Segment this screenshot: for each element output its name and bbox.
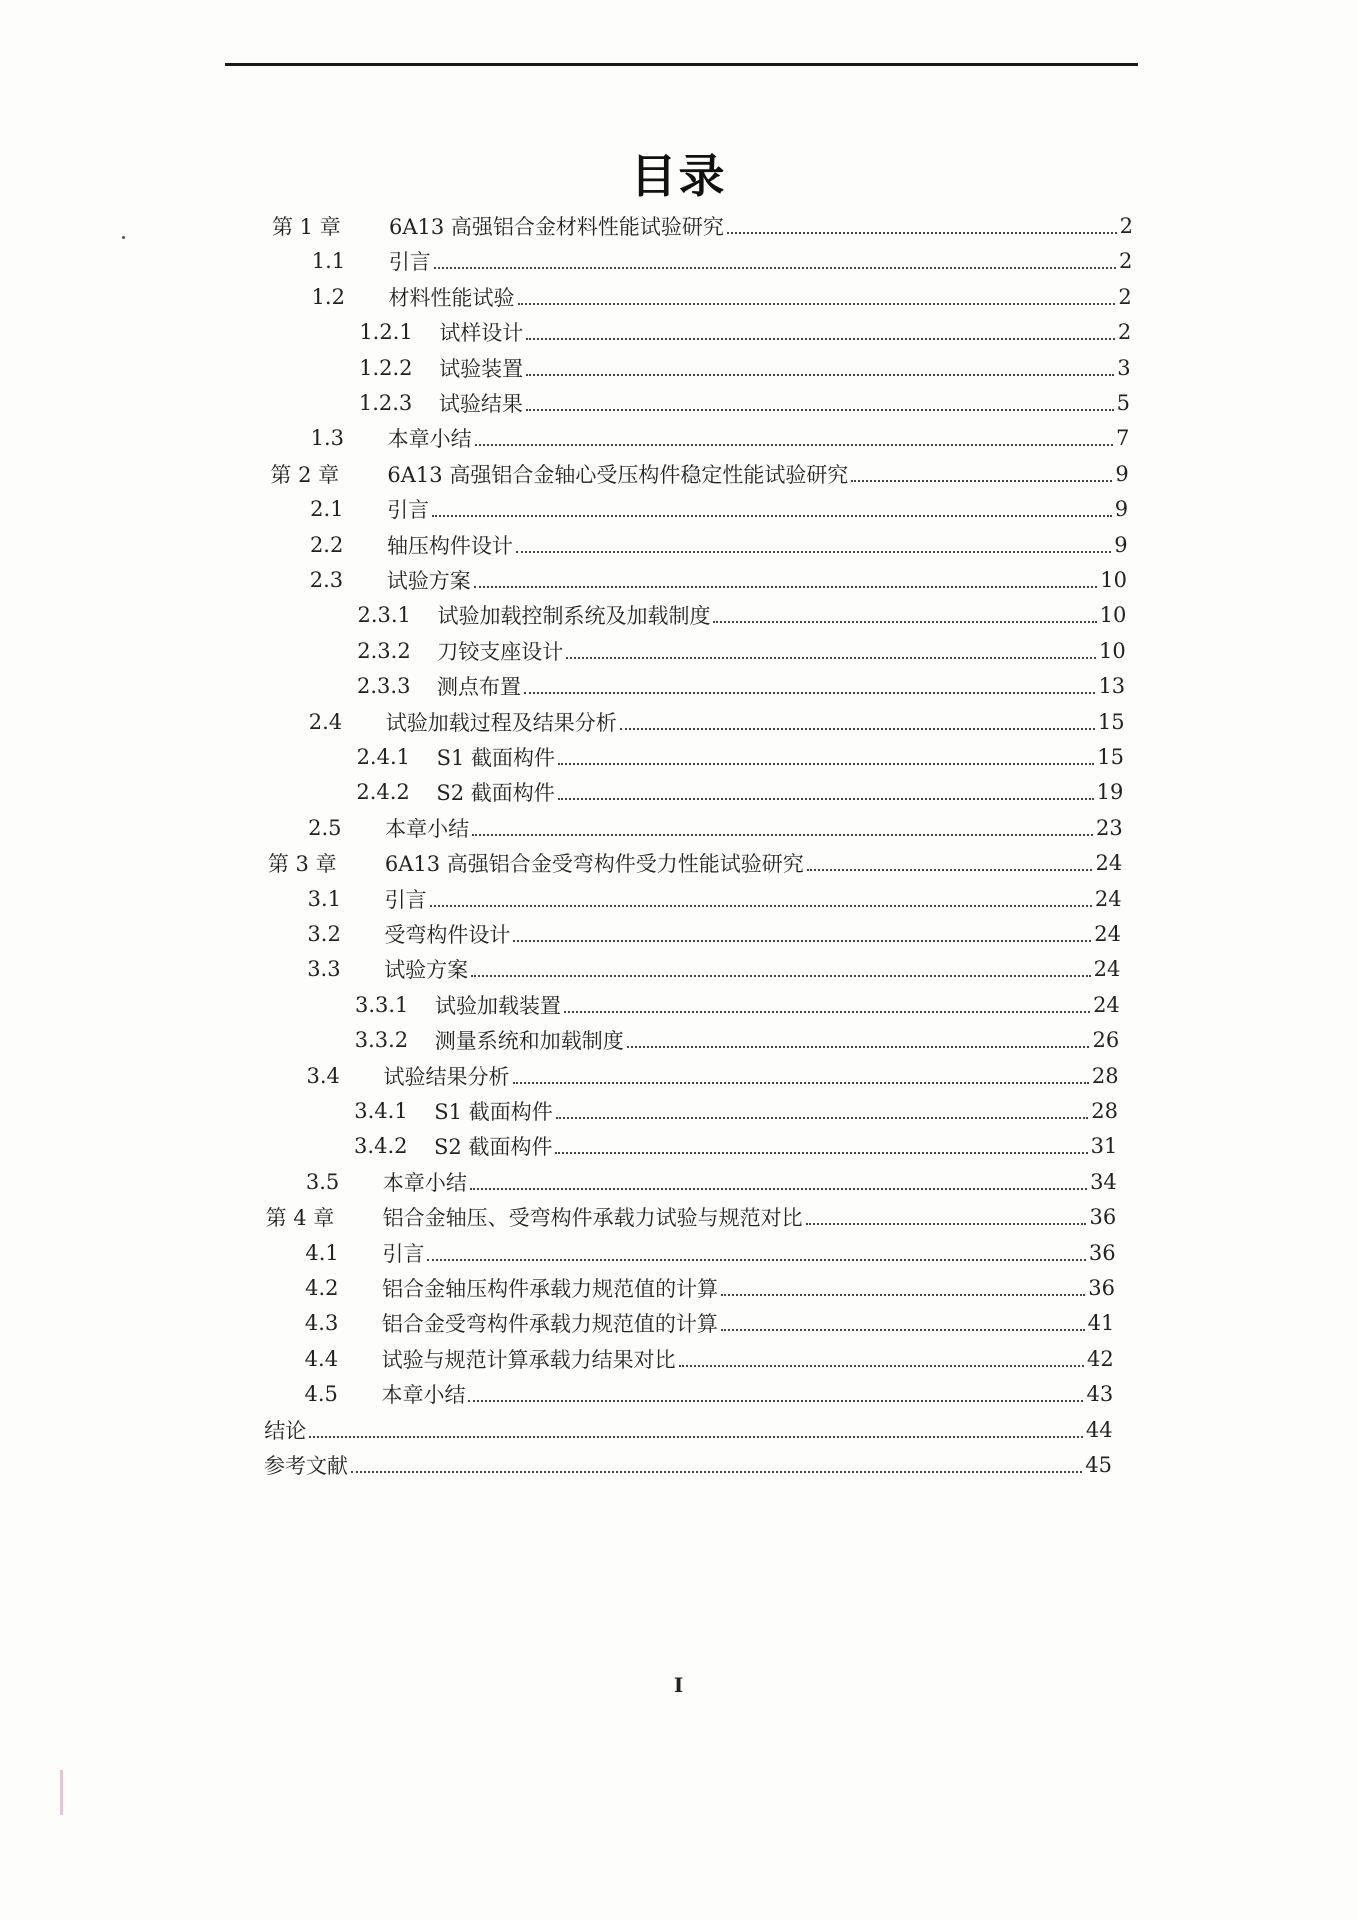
toc-entry-title: 刀铰支座设计 bbox=[437, 639, 564, 664]
toc-leader-dots bbox=[513, 940, 1091, 942]
toc-entry-number: 2.4 bbox=[308, 709, 343, 734]
toc-entry-number: 4.5 bbox=[304, 1382, 338, 1407]
toc-entry bbox=[272, 244, 1133, 278]
toc-leader-dots bbox=[721, 1329, 1085, 1331]
toc-entry-title: 引言 bbox=[382, 1241, 425, 1266]
toc-entry-page: 36 bbox=[1088, 1276, 1115, 1300]
toc-entry bbox=[271, 351, 1131, 385]
toc-leader-dots bbox=[430, 905, 1092, 907]
toc-entry-page: 2 bbox=[1119, 214, 1133, 238]
toc-leader-dots bbox=[471, 975, 1090, 977]
toc-entry-title: S1 截面构件 bbox=[436, 746, 555, 770]
toc-entry bbox=[268, 775, 1123, 809]
toc-entry-page: 2 bbox=[1119, 249, 1133, 274]
toc-entry-number: 4.3 bbox=[304, 1311, 339, 1336]
toc-leader-dots bbox=[475, 444, 1113, 446]
toc-entry-page: 41 bbox=[1087, 1311, 1115, 1336]
toc-leader-dots bbox=[513, 1082, 1089, 1084]
toc-leader-dots bbox=[309, 1436, 1083, 1438]
toc-leader-dots bbox=[470, 1188, 1087, 1190]
toc-entry-page: 43 bbox=[1086, 1382, 1114, 1407]
toc-entry-page: 10 bbox=[1099, 603, 1127, 628]
toc-leader-dots bbox=[806, 1223, 1087, 1225]
toc-entry-number: 3.4.1 bbox=[354, 1099, 408, 1123]
toc-entry-title: 本章小结 bbox=[387, 427, 472, 452]
toc-entry bbox=[272, 280, 1132, 314]
toc-entry-number: 第 4 章 bbox=[265, 1206, 335, 1231]
toc-entry-page: 3 bbox=[1117, 355, 1131, 380]
toc-leader-dots bbox=[472, 834, 1093, 836]
toc-entry bbox=[269, 740, 1124, 774]
page-title: 目录 bbox=[630, 149, 727, 203]
toc-entry-page: 9 bbox=[1114, 532, 1128, 557]
toc-entry-page: 2 bbox=[1117, 320, 1132, 345]
toc-entry-number: 4.4 bbox=[304, 1346, 339, 1371]
toc-entry-number: 1.2 bbox=[311, 284, 345, 309]
toc-entry-title: 试验结果分析 bbox=[383, 1064, 510, 1089]
toc-entry-number: 3.3.2 bbox=[354, 1028, 409, 1053]
toc-entry-title: 本章小结 bbox=[385, 816, 470, 841]
toc-entry bbox=[271, 421, 1130, 455]
toc-entry-title: 本章小结 bbox=[381, 1383, 466, 1408]
toc-entry-number: 2.3.2 bbox=[357, 638, 411, 663]
toc-entry-title: 6A13 高强铝合金受弯构件受力性能试验研究 bbox=[384, 852, 804, 877]
toc-entry bbox=[266, 1129, 1117, 1163]
toc-entry-number: 2.3.3 bbox=[357, 674, 411, 699]
toc-leader-dots bbox=[564, 1011, 1090, 1013]
toc-entry-number: 3.3.1 bbox=[354, 992, 409, 1017]
toc-entry-number: 2.1 bbox=[310, 497, 344, 522]
toc-entry bbox=[267, 952, 1120, 986]
toc-entry-page: 36 bbox=[1088, 1240, 1116, 1265]
toc-entry-page: 9 bbox=[1115, 461, 1129, 486]
toc-leader-dots bbox=[516, 551, 1111, 553]
toc-leader-dots bbox=[558, 763, 1094, 765]
toc-entry-title: 试验加载装置 bbox=[434, 993, 561, 1018]
toc-entry-number: 第 1 章 bbox=[272, 215, 341, 239]
toc-entry bbox=[269, 634, 1126, 668]
toc-entry-page: 15 bbox=[1097, 709, 1125, 734]
toc-entry-number: 第 3 章 bbox=[267, 852, 337, 877]
toc-entry-title: 引言 bbox=[384, 887, 427, 912]
toc-entry-title: 6A13 高强铝合金材料性能试验研究 bbox=[389, 215, 724, 239]
scan-edge-mark bbox=[60, 1770, 63, 1815]
toc-entry-number: 3.2 bbox=[307, 922, 341, 946]
toc-entry-title: 测点布置 bbox=[437, 675, 522, 700]
toc-entry bbox=[270, 563, 1127, 597]
toc-entry-title: 试验与规范计算承载力结果对比 bbox=[381, 1347, 676, 1372]
toc-entry bbox=[268, 882, 1122, 916]
toc-entry-number: 1.2.1 bbox=[359, 320, 413, 345]
toc-entry-title: 试验装置 bbox=[439, 356, 524, 381]
toc-entry bbox=[266, 1200, 1117, 1234]
toc-entry-page: 15 bbox=[1097, 745, 1124, 769]
toc-entry bbox=[264, 1413, 1112, 1447]
toc-entry-page: 26 bbox=[1092, 1028, 1120, 1053]
toc-entry bbox=[268, 811, 1123, 845]
toc-entry-title: 试验方案 bbox=[386, 569, 471, 593]
toc-entry bbox=[265, 1306, 1114, 1340]
toc-entry-title: S1 截面构件 bbox=[434, 1100, 553, 1124]
toc-entry-page: 23 bbox=[1096, 815, 1123, 840]
toc-entry-page: 28 bbox=[1091, 1099, 1118, 1123]
toc-entry-number: 4.2 bbox=[305, 1276, 339, 1300]
toc-entry-title: 本章小结 bbox=[382, 1170, 467, 1195]
toc-entry bbox=[266, 1165, 1117, 1199]
toc-entry-page: 44 bbox=[1085, 1417, 1113, 1442]
toc-entry-page: 19 bbox=[1096, 780, 1124, 805]
toc-entry bbox=[269, 598, 1126, 632]
toc-entry bbox=[269, 669, 1125, 703]
toc-entry-number: 2.3 bbox=[309, 568, 344, 592]
toc-entry-number: 2.4.1 bbox=[356, 745, 410, 769]
toc-leader-dots bbox=[807, 869, 1093, 871]
toc-entry-title: 引言 bbox=[388, 250, 431, 275]
toc-entry bbox=[270, 457, 1128, 491]
toc-entry bbox=[270, 528, 1128, 562]
toc-entry bbox=[267, 1059, 1119, 1093]
toc-entry-title: 试样设计 bbox=[439, 321, 524, 346]
toc-entry-title: 试验结果 bbox=[438, 392, 523, 416]
toc-entry-number: 第 2 章 bbox=[270, 462, 340, 487]
toc-entry-title: 引言 bbox=[387, 498, 430, 523]
toc-leader-dots bbox=[526, 409, 1114, 411]
toc-entry bbox=[264, 1448, 1112, 1482]
toc-entry-number: 3.1 bbox=[307, 886, 342, 911]
toc-entry-title: S2 截面构件 bbox=[434, 1135, 553, 1160]
toc-entry bbox=[265, 1236, 1115, 1270]
toc-entry-number: 2.2 bbox=[309, 532, 344, 557]
toc-entry-number: 1.2.2 bbox=[359, 355, 413, 380]
toc-entry bbox=[272, 209, 1133, 243]
toc-entry-page: 2 bbox=[1118, 284, 1132, 309]
toc-leader-dots bbox=[524, 692, 1095, 694]
toc-entry bbox=[270, 492, 1128, 526]
toc-entry-number: 3.4.2 bbox=[354, 1134, 408, 1159]
toc-entry bbox=[271, 315, 1131, 349]
toc-entry-page: 24 bbox=[1095, 851, 1123, 876]
toc-entry-title: S2 截面构件 bbox=[436, 781, 555, 806]
toc-entry-number: 2.5 bbox=[308, 815, 342, 840]
toc-entry-page: 24 bbox=[1094, 886, 1122, 911]
toc-entry-title: 铝合金轴压构件承载力规范值的计算 bbox=[382, 1277, 719, 1301]
toc-leader-dots bbox=[620, 728, 1095, 730]
toc-leader-dots bbox=[526, 374, 1114, 376]
page-number: I bbox=[673, 1673, 684, 1697]
toc-leader-dots bbox=[556, 1117, 1089, 1119]
toc-leader-dots bbox=[518, 303, 1116, 305]
toc-entry-title: 试验方案 bbox=[384, 958, 469, 983]
toc-entry-title: 轴压构件设计 bbox=[386, 533, 513, 558]
toc-leader-dots bbox=[468, 1400, 1083, 1402]
toc-leader-dots bbox=[555, 1152, 1087, 1154]
scan-speck bbox=[122, 236, 125, 239]
toc-leader-dots bbox=[351, 1471, 1082, 1473]
toc-leader-dots bbox=[558, 798, 1094, 800]
toc-entry bbox=[265, 1271, 1115, 1305]
toc-entry-title: 测量系统和加载制度 bbox=[434, 1029, 624, 1054]
toc-entry bbox=[269, 705, 1125, 739]
toc-leader-dots bbox=[474, 586, 1098, 588]
toc-entry bbox=[267, 917, 1121, 951]
toc-entry bbox=[267, 1023, 1119, 1057]
toc-entry-title: 参考文献 bbox=[264, 1454, 348, 1478]
toc-entry-number: 1.2.3 bbox=[358, 391, 413, 415]
toc-entry-page: 36 bbox=[1089, 1205, 1117, 1230]
toc-entry-number: 3.5 bbox=[305, 1169, 340, 1194]
toc-entry bbox=[265, 1342, 1114, 1376]
toc-entry-title: 结论 bbox=[264, 1418, 307, 1443]
toc-entry-number: 2.4.2 bbox=[356, 780, 410, 805]
toc-entry bbox=[266, 1094, 1118, 1128]
toc-entry bbox=[271, 386, 1130, 420]
toc-entry bbox=[267, 988, 1120, 1022]
toc-entry-title: 受弯构件设计 bbox=[384, 923, 511, 947]
toc-leader-dots bbox=[566, 657, 1096, 659]
toc-entry-page: 10 bbox=[1100, 568, 1127, 592]
toc-entry-title: 6A13 高强铝合金轴心受压构件稳定性能试验研究 bbox=[387, 462, 849, 487]
toc-entry-page: 9 bbox=[1114, 497, 1129, 522]
toc-entry-page: 34 bbox=[1090, 1169, 1117, 1194]
toc-leader-dots bbox=[679, 1365, 1084, 1367]
toc-leader-dots bbox=[434, 267, 1116, 269]
toc-leader-dots bbox=[713, 621, 1096, 623]
toc-entry-page: 31 bbox=[1090, 1134, 1118, 1159]
toc-entry-title: 铝合金受弯构件承载力规范值的计算 bbox=[381, 1312, 718, 1337]
toc-entry-number: 3.3 bbox=[307, 957, 341, 982]
toc-entry-page: 5 bbox=[1116, 391, 1130, 415]
toc-leader-dots bbox=[851, 480, 1112, 482]
toc-entry-page: 28 bbox=[1091, 1063, 1119, 1088]
toc-entry-number: 4.1 bbox=[305, 1240, 339, 1265]
toc-entry-page: 10 bbox=[1099, 638, 1126, 663]
toc-entry-page: 24 bbox=[1093, 992, 1120, 1017]
toc-entry bbox=[264, 1377, 1113, 1411]
toc-entry bbox=[268, 846, 1122, 880]
toc-entry-page: 24 bbox=[1093, 957, 1121, 982]
toc-entry-page: 45 bbox=[1085, 1453, 1112, 1477]
toc-entry-page: 7 bbox=[1116, 426, 1130, 451]
toc-leader-dots bbox=[432, 515, 1112, 517]
toc-leader-dots bbox=[721, 1294, 1085, 1296]
toc-leader-dots bbox=[627, 1046, 1090, 1048]
toc-entry-number: 3.4 bbox=[306, 1063, 340, 1088]
toc-entry-title: 试验加载过程及结果分析 bbox=[385, 710, 617, 735]
toc-entry-number: 1.3 bbox=[310, 426, 345, 451]
toc-entry-page: 13 bbox=[1098, 674, 1126, 699]
toc-entry-title: 铝合金轴压、受弯构件承载力试验与规范对比 bbox=[382, 1206, 803, 1231]
toc-leader-dots bbox=[526, 338, 1115, 340]
toc-entry-title: 材料性能试验 bbox=[388, 285, 515, 310]
toc-entry-title: 试验加载控制系统及加载制度 bbox=[437, 604, 711, 629]
toc-entry-page: 42 bbox=[1087, 1346, 1114, 1371]
toc-leader-dots bbox=[727, 232, 1117, 234]
toc-entry-number: 1.1 bbox=[311, 249, 346, 274]
toc-leader-dots bbox=[427, 1259, 1085, 1261]
toc-entry-page: 24 bbox=[1094, 922, 1121, 946]
toc-entry-number: 2.3.1 bbox=[357, 603, 411, 628]
